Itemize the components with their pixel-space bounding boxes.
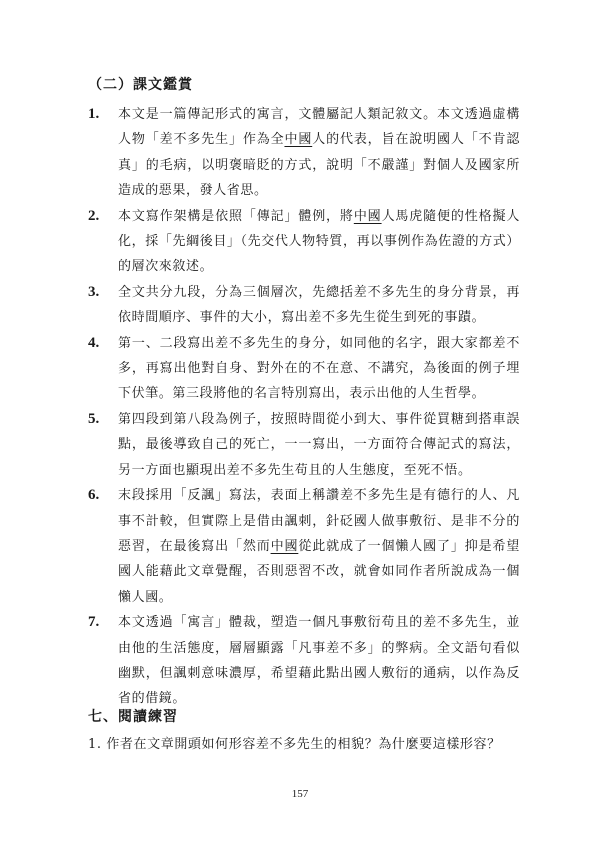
- list-item-number: 2.: [88, 207, 100, 224]
- list-item-number: 7.: [88, 614, 100, 631]
- list-item: [88, 204, 520, 280]
- list-item-text: 本文透過「寓言」體裁，塑造一個凡事敷衍苟且的差不多先生，並由他的生活態度，層層顯露「凡事差不多」的弊病。全文語句看似幽默，但諷刺意味濃厚，希望藉此點出國人敷衍的通病，以作為反省的借鏡。: [118, 615, 520, 707]
- list-item-number: 6.: [88, 487, 100, 504]
- section-heading-reading-practice: 七、閱讀練習: [88, 709, 178, 725]
- list-item-text: 第四段到第八段為例子，按照時間從小到大、事件從買糖到搭車誤點，最後導致自己的死亡，一一寫出，一方面符合傳記式的寫法，另一方面也顯現出差不多先生苟且的人生態度，至死不悟。: [118, 411, 520, 478]
- reading-question-1: 1. 作者在文章開頭如何形容差不多先生的相貌？為什麼要這樣形容？: [88, 737, 501, 752]
- list-item-number: 5.: [88, 410, 100, 427]
- list-item-number: 4.: [88, 334, 100, 351]
- list-item: [88, 102, 520, 204]
- list-item: [88, 610, 520, 712]
- list-item-text: 本文是一篇傳記形式的寓言，文體屬記人類記敘文。本文透過虛構人物「差不多先生」作為全中國人的代表，旨在說明國人「不肯認真」的毛病，以明褒暗貶的方式，說明「不嚴謹」對個人及國家所造成的惡果，發人省思。: [118, 107, 520, 199]
- list-item-text: 末段採用「反諷」寫法，表面上稱讚差不多先生是有德行的人、凡事不計較，但實際上是借由諷刺，針砭國人做事敷衍、是非不分的惡習，在最後寫出「然而中國從此就成了一個懶人國了」抑是希望國人能藉此文章覺醒，否則惡習不改，就會如同作者所說成為一個懶人國。: [118, 488, 520, 605]
- list-item-number: 3.: [88, 283, 100, 300]
- underlined-proper-noun: 中國: [270, 538, 299, 554]
- page-number: 157: [291, 788, 309, 800]
- list-item-text: 本文寫作架構是依照「傳記」體例，將中國人馬虎隨便的性格擬人化，採「先綱後目」（先交代人物特質，再以事例作為佐證的方式）的層次來敘述。: [118, 208, 520, 275]
- list-item: [88, 483, 520, 610]
- appreciation-list: [88, 102, 520, 712]
- list-item-number: 1.: [88, 106, 100, 122]
- list-item-text: 全文共分九段，分為三個層次，先總括差不多先生的身分背景，再依時間順序、事件的大小，寫出差不多先生從生到死的事蹟。: [118, 284, 520, 326]
- section-heading-appreciation: （二）課文鑑賞: [88, 77, 193, 93]
- list-item: [88, 407, 520, 483]
- list-item: [88, 280, 520, 331]
- underlined-proper-noun: 中國: [353, 208, 382, 224]
- underlined-proper-noun: 中國: [284, 132, 313, 148]
- list-item-text: 第一、二段寫出差不多先生的身分，如同他的名字，跟大家都差不多，再寫出他對自身、對外在的不在意、不講究，為後面的例子埋下伏筆。第三段將他的名言特別寫出，表示出他的人生哲學。: [118, 335, 520, 402]
- list-item: [88, 331, 520, 407]
